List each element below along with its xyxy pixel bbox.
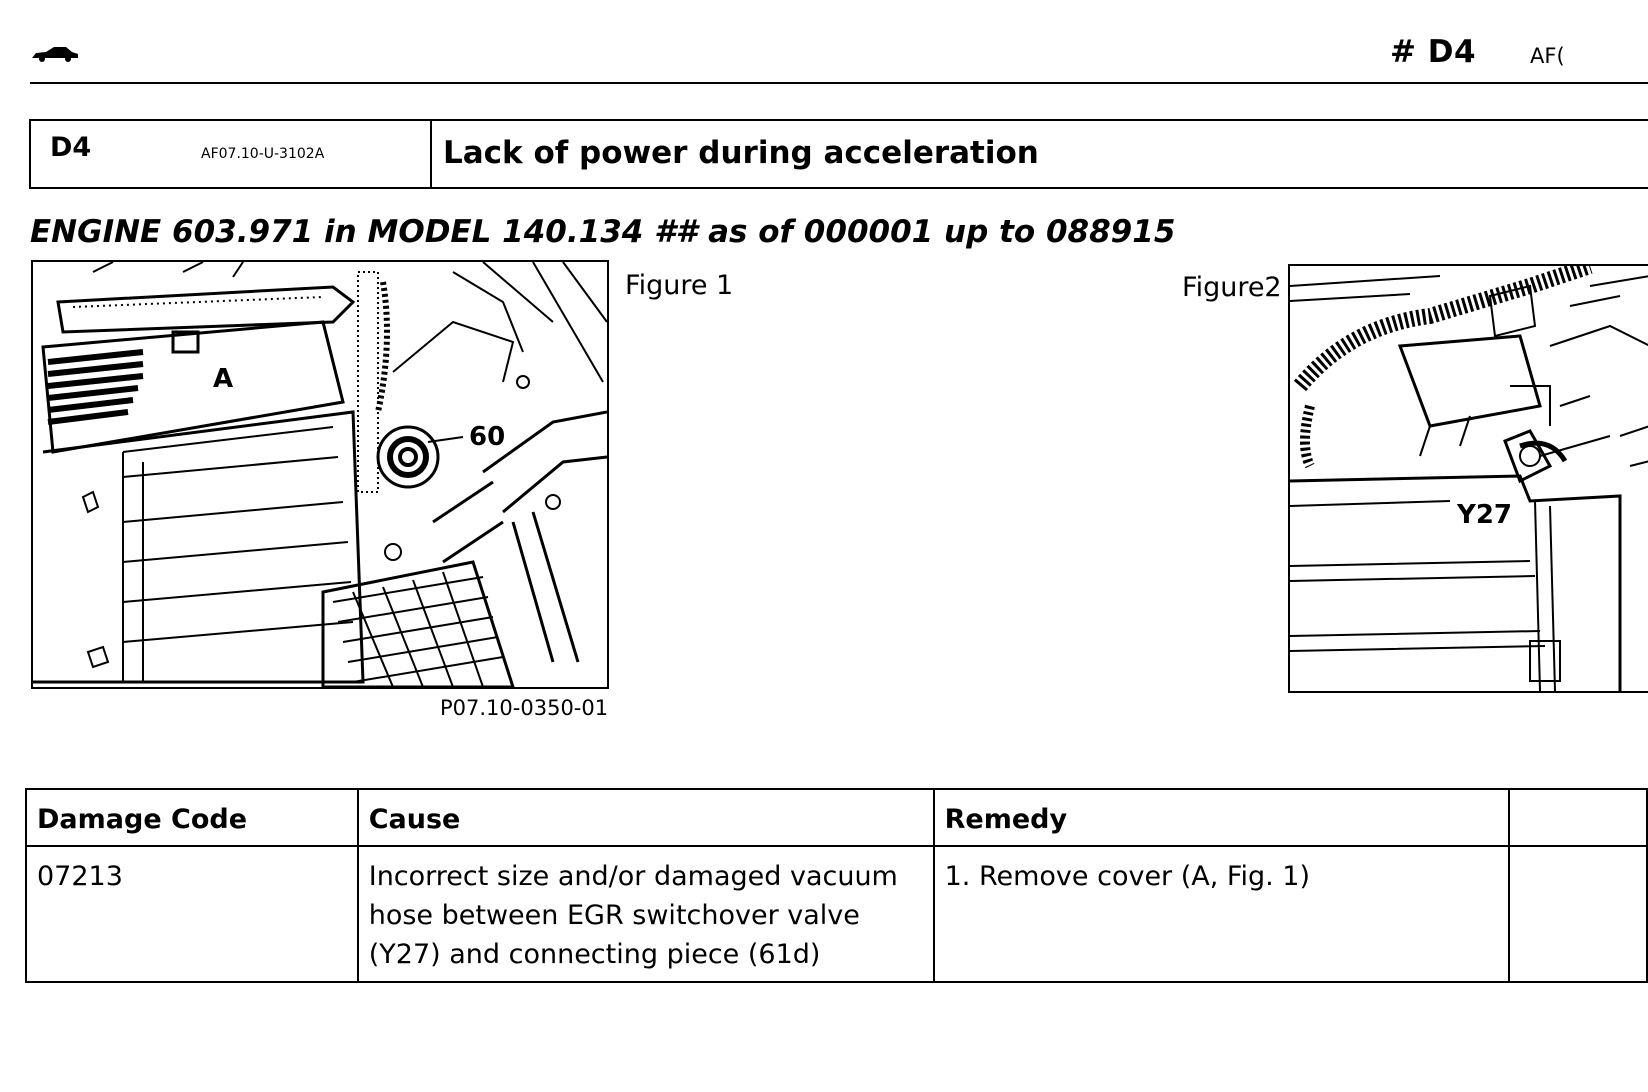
title-divider [430, 121, 432, 187]
header-extra [1509, 789, 1647, 846]
table-header-row [26, 789, 1647, 846]
header-cause: Cause [358, 789, 934, 846]
damage-table [25, 788, 1648, 983]
header-damage-code: Damage Code [26, 789, 358, 846]
title-reference: AF07.10-U-3102A [201, 146, 325, 162]
figure1-label-part: 60 [469, 422, 506, 452]
figure2-caption: Figure2 [1182, 272, 1282, 303]
cell-extra [1509, 846, 1647, 982]
cell-remedy: 1. Remove cover (A, Fig. 1) [934, 846, 1509, 982]
page-title: Lack of power during acceleration [443, 135, 1039, 171]
figure1-image [31, 260, 609, 689]
header-remedy: Remedy [934, 789, 1509, 846]
figure1-label-cover: A [213, 364, 234, 394]
figure1-caption: Figure 1 [625, 270, 734, 301]
figure2-label-valve: Y27 [1457, 500, 1513, 530]
title-box [29, 119, 1648, 189]
header-damage-code: # D4 [1390, 34, 1477, 70]
header-reference: AF( [1530, 44, 1565, 68]
car-icon [30, 44, 80, 64]
figure1-part-code: P07.10-0350-01 [440, 696, 609, 720]
table-row [26, 846, 1647, 982]
title-code: D4 [50, 132, 92, 163]
cell-cause: Incorrect size and/or damaged vacuum hose between EGR switchover valve (Y27) and connecting piece (61d) [358, 846, 934, 982]
header-divider [30, 82, 1648, 84]
cell-damage-code: 07213 [26, 846, 358, 982]
figure2-image [1288, 264, 1648, 693]
engine-applicability: ENGINE 603.971 in MODEL 140.134 ## as of 000001 up to 088915 [30, 214, 1176, 250]
